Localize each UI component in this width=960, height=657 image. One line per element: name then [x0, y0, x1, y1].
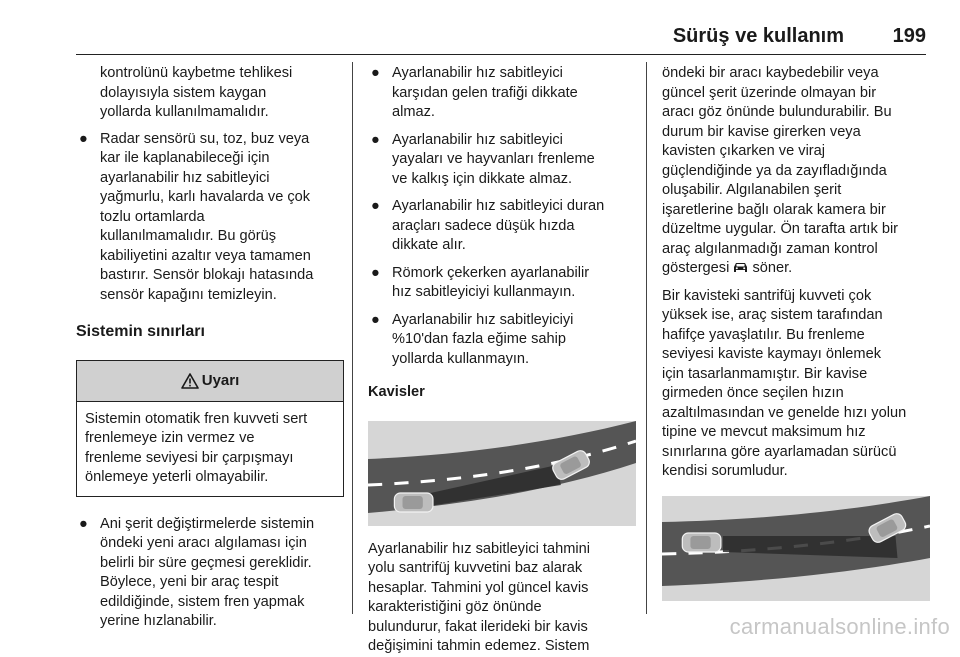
page-number: 199 [892, 25, 926, 47]
list-item: ● Ayarlanabilir hız sabitleyici yayaları ve hayvanları frenleme ve kalkış için dikkate almaz. [371, 131, 595, 187]
bullet-icon: ● [371, 131, 380, 148]
bullet-icon: ● [79, 515, 88, 532]
list-item: ● Ayarlanabilir hız sabitleyiciyi %10'dan fazla eğime sahip yollarda kullanmayın. [371, 311, 574, 367]
list-item: ● Römork çekerken ayarlanabilir hız sabitleyiciyi kullanmayın. [371, 264, 590, 300]
warning-title: Uyarı [201, 371, 240, 389]
curve-illustration [368, 421, 636, 526]
column-1 [76, 64, 344, 640]
column-divider [646, 62, 647, 614]
warning-header [77, 361, 343, 402]
bullet-icon: ● [371, 65, 380, 81]
intro-text: kontrolünü kaybetme tehlikesi dolayısıyla sistem kaygan yollarda kullanılmamalıdır. [100, 65, 293, 120]
warning-text: Sistemin otomatik fren kuvveti sert frenlemeye izin vermez ve frenleme seviyesi bir çarpışmayı önlemeye yeterli olmayabilir. [85, 410, 308, 485]
section-subheading: Kavisler [368, 384, 425, 400]
curve-illustration [662, 496, 930, 601]
bullet-icon: ● [371, 264, 380, 281]
column-3 [662, 64, 930, 615]
bullet-icon: ● [371, 311, 380, 328]
column-divider [352, 62, 353, 614]
page-header [76, 22, 926, 58]
paragraph: Bir kavisteki santrifüj kuvveti çok yüksek ise, araç sistem tarafından hafifçe yavaşlatılır. Bu frenleme seviyesi kaviste kaymayı önlemek için tasarlanmamıştır. Bir kavise girmeden önce seçilen hızın azaltılmasından ve genelde hızı yolun tipine ve mevcut maksimum hız sınırlarına göre ayarlamadan sürücü kendisi sorumludur. [662, 287, 907, 479]
list-item: ● Ayarlanabilir hız sabitleyici karşıdan gelen trafiği dikkate almaz. [371, 65, 578, 120]
header-rule [76, 54, 926, 55]
warning-box [76, 360, 344, 497]
bullet-icon: ● [371, 198, 380, 214]
paragraph: Ayarlanabilir hız sabitleyici tahmini yolu santrifüj kuvvetini baz alarak hesaplar. Tahmini yol güncel kavis karakteristiğini göz önünde bulundurur, fakat ilerideki bir kavis değişimini tahmin edemez. Sistem [368, 540, 590, 654]
watermark: carmanualsonline.info [729, 614, 950, 639]
list-item: ● Ani şerit değiştirmelerde sistemin öndeki yeni aracı algılaması için belirli bir süre geçmesi gereklidir. Böylece, yeni bir araç tespit edildiğinde, sistem fren yapmak yerine hızlanabilir. [79, 515, 315, 629]
bullet-icon: ● [79, 130, 88, 147]
list-item: ● Ayarlanabilir hız sabitleyici duran araçları sadece düşük hızda dikkate alır. [371, 198, 605, 253]
list-item: ● Radar sensörü su, toz, buz veya kar ile kaplanabileceği için ayarlanabilir hız sabitleyici yağmurlu, karlı havalarda ve çok tozlu ortamlarda kullanılmamalıdır. Bu görüş kabiliyetini azaltır veya tamamen bastırır. Sensör blokajı hatasında sensör kapağını temizleyin. [79, 130, 314, 303]
paragraph: öndeki bir aracı kaybedebilir veya güncel şerit üzerinde olmayan bir aracı göz önünde bulundurabilir. Bu durum bir kavise girerken veya kavisten çıkarken ve viraj güçlendiğinde ya da zayıfladığında oluşabilir. Algılanabilen şerit işaretlerine bağlı olarak kamera bir düzeltme uygular. Ön tarafta artık bir araç algılanmadığı zaman kontrol göstergesi söner. [662, 65, 899, 276]
column-2 [368, 64, 636, 657]
warning-triangle-icon [181, 373, 199, 389]
car-icon [394, 493, 433, 512]
vehicle-ahead-indicator-icon [733, 261, 748, 274]
section-heading: Sistemin sınırları [76, 323, 205, 340]
car-icon [682, 533, 721, 552]
section-title: Sürüş ve kullanım [672, 25, 844, 47]
